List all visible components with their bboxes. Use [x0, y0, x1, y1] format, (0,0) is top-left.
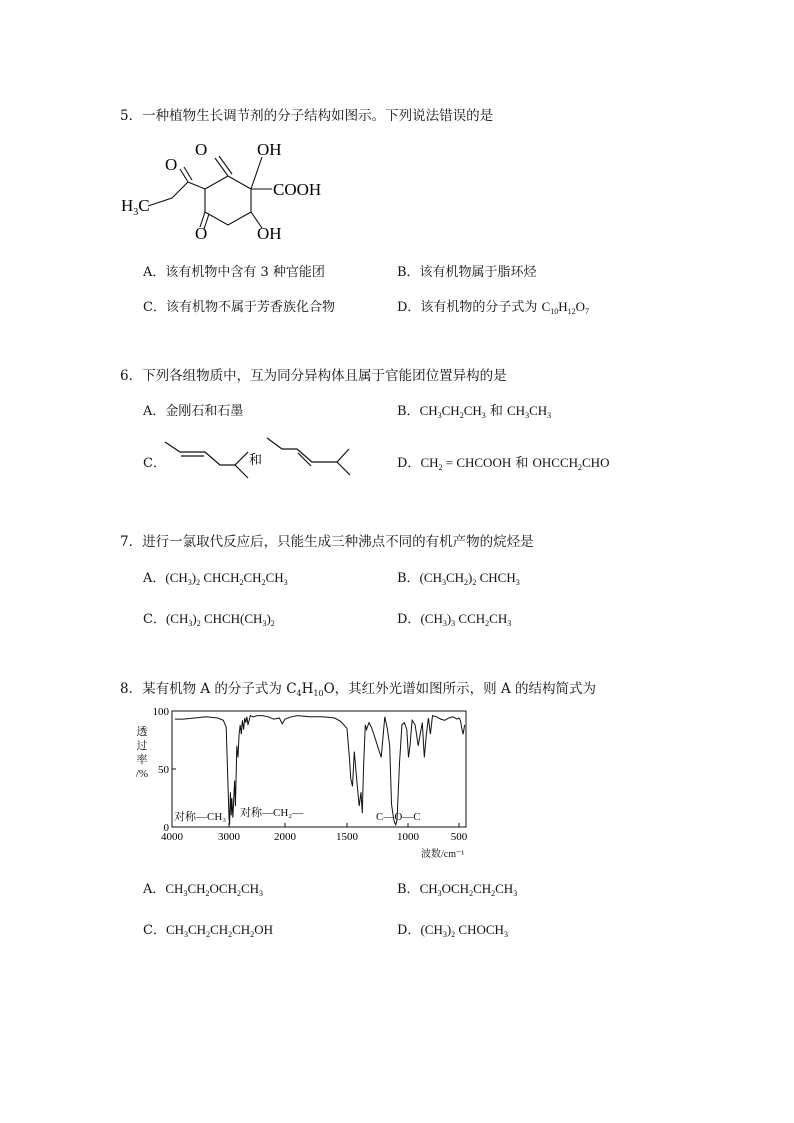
q5-option-a[interactable]: A．该有机物中含有 3 种官能团: [143, 265, 325, 280]
spectrum-line: [175, 716, 465, 825]
chemical-formula: $CH_2$ = CHCOOH: [420, 455, 512, 472]
plot-frame: [172, 711, 466, 827]
x-tick-label: 1000: [397, 831, 419, 843]
chemical-formula: $(CH_3)_2$ $CHOCH_3$: [420, 922, 508, 939]
chemical-formula: $C_{10}H_{12}O_7$: [541, 299, 590, 316]
q6-option-a[interactable]: A．金刚石和石墨: [143, 404, 244, 419]
h3c-h: H: [121, 196, 134, 215]
chemical-formula: $(CH_3CH_2)_2$ $CHCH_3$: [419, 570, 520, 587]
q6-c-and: 和: [249, 452, 263, 467]
oh-top-label: OH: [257, 140, 282, 159]
chemical-formula: $(CH_3)_3$ $CCH_2CH_3$: [420, 611, 512, 628]
cooh-label: COOH: [273, 180, 322, 199]
y-axis-label-char: 过: [136, 740, 148, 752]
chemical-formula: $OHCCH_2CHO$: [532, 455, 610, 472]
h3c-c: C: [138, 196, 150, 215]
x-axis-label: 波数/cm⁻¹: [421, 849, 465, 860]
chemical-formula: $(CH_3)_2$ $CHCH_2CH_2CH_3$: [165, 570, 288, 587]
q7-option-a[interactable]: A．$(CH_3)_2$ $CHCH_2CH_2CH_3$: [143, 570, 288, 587]
q7-option-d[interactable]: D．$(CH_3)_3$ $CCH_2CH_3$: [397, 611, 512, 628]
q6-option-b[interactable]: B．$CH_3CH_2CH_3$ 和 $CH_3CH_3$: [397, 403, 552, 420]
chemical-formula: $CH_3CH_2CH_3$: [419, 403, 486, 420]
question-8-stem: 8．某有机物 A 的分子式为 $C_4H_{10}O$，其红外光谱如图所示，则 A 的结构简式为: [120, 681, 597, 698]
chemical-formula: $CH_3CH_3$: [507, 403, 552, 420]
q6-option-d[interactable]: D．$CH_2$ = CHCOOH 和 $OHCCH_2CHO$: [397, 455, 610, 472]
chemical-formula: $CH_3CH_2CH_2CH_2OH$: [165, 922, 273, 939]
x-tick-label: 1500: [336, 831, 358, 843]
chemical-formula: $CH_3OCH_2CH_2CH_3$: [419, 881, 518, 898]
h3c-sub: 3: [133, 207, 139, 218]
question-6-stem: 6．下列各组物质中，互为同分异构体且属于官能团位置异构的是: [120, 368, 507, 384]
annotation-c-o-c: C—O—C: [376, 811, 421, 823]
oh-bottom-label: OH: [257, 224, 282, 243]
y-tick-label: 100: [152, 706, 169, 718]
o-bottom-label: O: [195, 224, 208, 243]
x-tick-label: 2000: [274, 831, 296, 843]
chemical-formula: $(CH_3)_2$ $CHCH(CH_3)_2$: [165, 611, 275, 628]
svg-text:H3C: [121, 196, 150, 218]
q8-option-a[interactable]: A．$CH_3CH_2OCH_2CH_3$: [143, 881, 264, 898]
q5-option-b[interactable]: B．该有机物属于脂环烃: [397, 265, 537, 280]
o-ketone-label: O: [165, 155, 178, 174]
x-tick-label: 3000: [218, 831, 240, 843]
q8-option-c[interactable]: C．$CH_3CH_2CH_2CH_2OH$: [143, 922, 273, 939]
x-tick-label: 4000: [161, 831, 183, 843]
y-tick-label: 50: [158, 764, 169, 776]
q7-option-c[interactable]: C．$(CH_3)_2$ $CHCH(CH_3)_2$: [143, 611, 275, 628]
q8-option-b[interactable]: B．$CH_3OCH_2CH_2CH_3$: [397, 881, 518, 898]
q8-option-d[interactable]: D．$(CH_3)_2$ $CHOCH_3$: [397, 922, 508, 939]
y-axis-label-char: 透: [136, 726, 148, 738]
q5-option-d[interactable]: D．该有机物的分子式为 $C_{10}H_{12}O_7$: [397, 299, 590, 316]
question-7-stem: 7．进行一氯取代反应后，只能生成三种沸点不同的有机产物的烷烃是: [120, 534, 534, 550]
x-tick-label: 500: [450, 831, 468, 843]
annotation-sym-ch2: 对称—CH₂—: [240, 807, 304, 819]
y-axis-label-char: 率: [136, 754, 148, 766]
o-top-label: O: [195, 140, 208, 159]
q6-option-c-structures: [160, 432, 360, 484]
y-axis-label: [136, 725, 148, 780]
chemical-formula: $CH_3CH_2OCH_2CH_3$: [165, 881, 264, 898]
q6-option-c[interactable]: C．: [143, 456, 166, 471]
q5-molecule-structure: [110, 136, 360, 246]
question-5-stem: 5．一种植物生长调节剂的分子结构如图示。下列说法错误的是: [120, 108, 494, 124]
q5-option-c[interactable]: C．该有机物不属于芳香族化合物: [143, 300, 335, 315]
y-axis-label-char: /%: [135, 768, 149, 780]
q7-option-b[interactable]: B．$(CH_3CH_2)_2$ $CHCH_3$: [397, 570, 520, 587]
annotation-sym-ch3: 对称—CH₃: [174, 811, 227, 823]
y-tick-label: 0: [163, 822, 169, 834]
ir-spectrum-chart: [128, 702, 473, 864]
